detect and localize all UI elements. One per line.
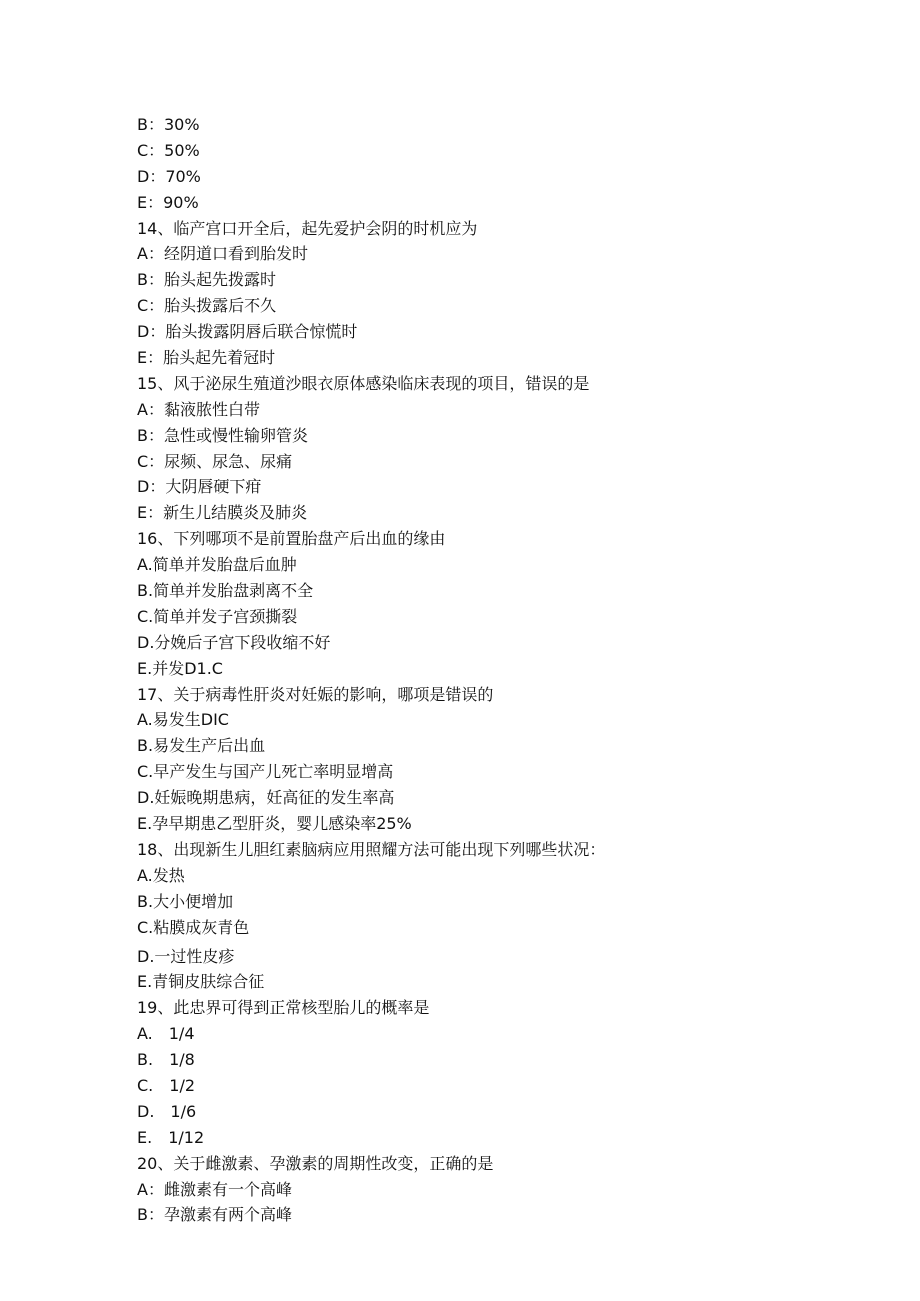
option-18d: D.一过性皮疹 [137, 946, 235, 966]
option-15e: E：新生儿结膜炎及肺炎 [137, 503, 308, 523]
option-18a: A.发热 [137, 865, 185, 885]
option-15a: A：黏液脓性白带 [137, 399, 260, 419]
option-16c: C.简单并发子宫颈撕裂 [137, 606, 298, 626]
option-17a: A.易发生DIC [137, 710, 229, 730]
option-13b: B：30% [137, 115, 200, 134]
option-17d: D.妊娠晚期患病，妊高征的发生率高 [137, 788, 395, 808]
question-18: 18、出现新生儿胆红素脑病应用照耀方法可能出现下列哪些状况： [137, 839, 606, 859]
option-14a: A：经阴道口看到胎发时 [137, 244, 308, 264]
option-15c: C：尿频、尿急、尿痛 [137, 451, 293, 471]
option-16e: E.并发D1.C [137, 658, 223, 678]
option-15d: D：大阴唇硬下疳 [137, 477, 262, 497]
option-20a: A：雌激素有一个高峰 [137, 1179, 292, 1199]
option-19c: C. 1/2 [137, 1075, 196, 1095]
question-20: 20、关于雌激素、孕激素的周期性改变，正确的是 [137, 1153, 494, 1173]
option-14c: C：胎头拨露后不久 [137, 296, 277, 316]
option-16a: A.简单并发胎盘后血肿 [137, 555, 297, 575]
question-17: 17、关于病毒性肝炎对妊娠的影响，哪项是错误的 [137, 684, 494, 704]
option-17c: C.早产发生与国产儿死亡率明显增高 [137, 762, 394, 782]
option-13d: D：70% [137, 166, 201, 186]
option-13e: E：90% [137, 192, 199, 212]
option-18c: C.粘膜成灰青色 [137, 917, 250, 937]
option-16b: B.简单并发胎盘剥离不全 [137, 581, 314, 601]
option-18e: E.青铜皮肤综合征 [137, 972, 265, 992]
option-16d: D.分娩后子宫下段收缩不好 [137, 632, 331, 652]
question-14: 14、临产宫口开全后，起先爱护会阴的时机应为 [137, 218, 478, 238]
option-20b: B：孕激素有两个高峰 [137, 1205, 292, 1225]
option-17b: B.易发生产后出血 [137, 736, 266, 756]
question-19: 19、此忠界可得到正常核型胎儿的概率是 [137, 998, 430, 1018]
option-13c: C：50% [137, 140, 200, 160]
option-14e: E：胎头起先着冠时 [137, 348, 276, 368]
option-19a: A. 1/4 [137, 1024, 195, 1044]
question-16: 16、下列哪项不是前置胎盘产后出血的缘由 [137, 529, 446, 549]
option-18b: B.大小便增加 [137, 891, 234, 911]
option-14d: D：胎头拨露阴唇后联合惊慌时 [137, 322, 358, 342]
option-17e: E.孕早期患乙型肝炎，婴儿感染率25% [137, 814, 412, 834]
option-19b: B. 1/8 [137, 1050, 195, 1070]
question-15: 15、风于泌尿生殖道沙眼衣原体感染临床表现的项目，错误的是 [137, 373, 590, 393]
option-14b: B：胎头起先拨露时 [137, 270, 276, 290]
question-list [137, 112, 837, 1228]
option-15b: B：急性或慢性输卵管炎 [137, 425, 308, 445]
option-19e: E. 1/12 [137, 1127, 205, 1147]
option-19d: D. 1/6 [137, 1101, 197, 1121]
